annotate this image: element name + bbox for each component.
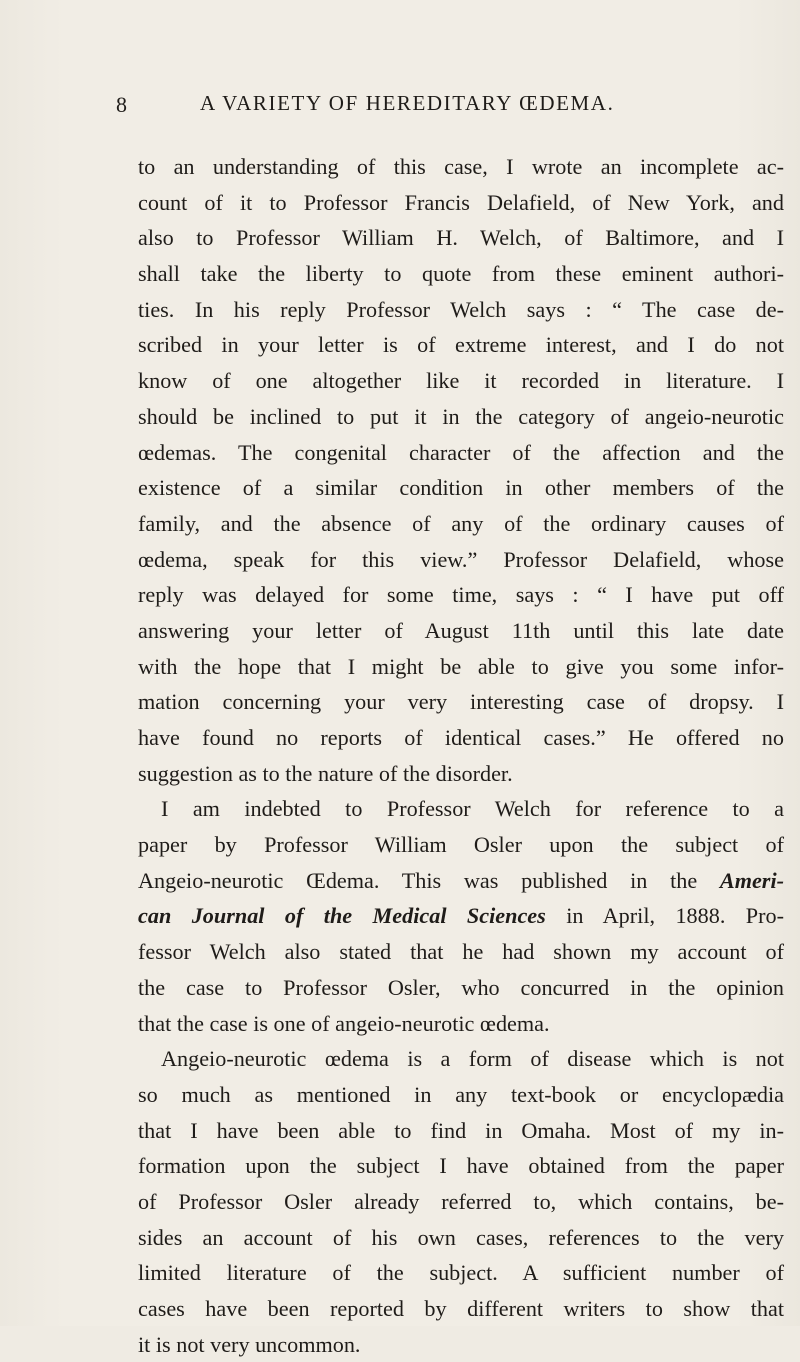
text-line: reply was delayed for some time, says : “ I have put off xyxy=(138,582,784,608)
text-line: paper by Professor William Osler upon the subject of xyxy=(138,832,784,858)
text-line: of Professor Osler already referred to, which contains, be- xyxy=(138,1188,784,1214)
text-line: scribed in your letter is of extreme interest, and I do not xyxy=(138,332,784,358)
text-run: Angeio-neurotic Œdema. This was published in the xyxy=(138,867,720,893)
text-line: formation upon the subject I have obtained from the paper xyxy=(138,1153,784,1179)
journal-title-italic: can Journal of the Medical Sciences xyxy=(138,903,546,929)
text-line: cases have been reported by different writers to show that xyxy=(138,1296,784,1321)
text-line: limited literature of the subject. A sufficient number of xyxy=(138,1260,784,1286)
text-line: Angeio-neurotic œdema is a form of disease which is not xyxy=(161,1046,784,1072)
text-line: fessor Welch also stated that he had shown my account of xyxy=(138,939,784,965)
text-line: shall take the liberty to quote from these eminent authori- xyxy=(138,261,784,287)
text-line: that the case is one of angeio-neurotic œdema. xyxy=(138,1010,550,1036)
text-line: so much as mentioned in any text-book or encyclopædia xyxy=(138,1081,784,1107)
text-line: mation concerning your very interesting case of dropsy. I xyxy=(138,689,784,715)
text-line: œdemas. The congenital character of the affection and the xyxy=(138,439,784,465)
text-line: it is not very uncommon. xyxy=(138,1331,361,1357)
text-line: know of one altogether like it recorded in literature. I xyxy=(138,368,784,394)
body-text xyxy=(138,149,784,1362)
running-title: A VARIETY OF HEREDITARY ŒDEMA. xyxy=(200,91,615,115)
page-number: 8 xyxy=(116,92,129,117)
text-line: that I have been able to find in Omaha. Most of my in- xyxy=(138,1117,784,1143)
journal-title-italic: Ameri- xyxy=(719,867,784,893)
text-line xyxy=(138,863,784,899)
text-line: I am indebted to Professor Welch for reference to a xyxy=(161,796,784,822)
paragraph-3 xyxy=(138,1041,784,1362)
paragraph-1 xyxy=(138,149,784,791)
text-line: to an understanding of this case, I wrote an incomplete ac- xyxy=(138,154,784,179)
text-line: with the hope that I might be able to give you some infor- xyxy=(138,653,784,679)
text-run: in April, 1888. Pro- xyxy=(545,903,785,929)
text-line: family, and the absence of any of the ordinary causes of xyxy=(138,510,784,536)
text-line: existence of a similar condition in other members of the xyxy=(138,475,784,501)
running-head xyxy=(116,86,716,120)
text-line: suggestion as to the nature of the disorder. xyxy=(138,760,513,786)
text-line: the case to Professor Osler, who concurred in the opinion xyxy=(138,974,784,1000)
text-line: answering your letter of August 11th until this late date xyxy=(138,617,784,643)
text-line: sides an account of his own cases, references to the very xyxy=(138,1224,784,1250)
text-line: ties. In his reply Professor Welch says : “ The case de- xyxy=(138,296,784,322)
text-line: œdema, speak for this view.” Professor Delafield, whose xyxy=(138,546,784,572)
text-line: should be inclined to put it in the category of angeio-neurotic xyxy=(138,403,784,429)
paragraph-2 xyxy=(138,791,784,1041)
text-line: have found no reports of identical cases.” He offered no xyxy=(138,725,784,750)
text-line xyxy=(138,898,784,934)
text-line: count of it to Professor Francis Delafield, of New York, and xyxy=(138,189,784,215)
text-line: also to Professor William H. Welch, of Baltimore, and I xyxy=(138,225,784,251)
